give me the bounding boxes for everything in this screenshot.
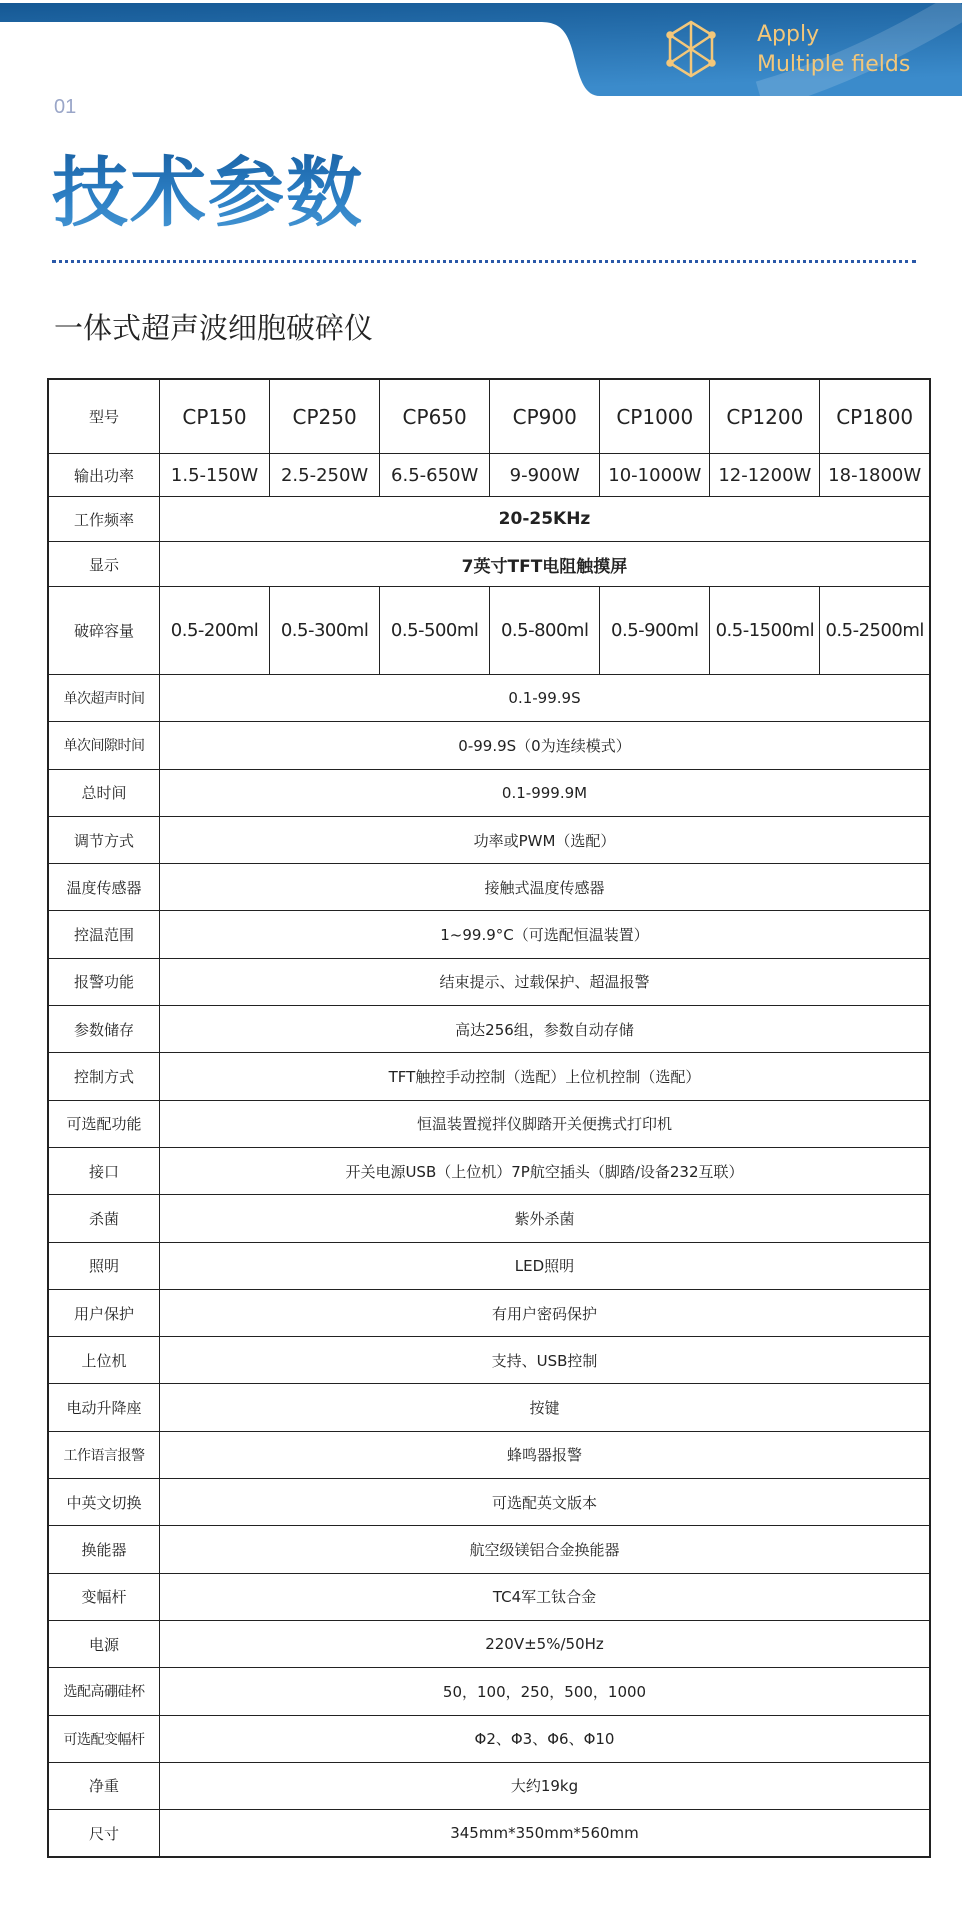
cell-value: CP1200 xyxy=(710,379,820,454)
row-label: 参数储存 xyxy=(48,1006,160,1053)
cell-value: 220V±5%/50Hz xyxy=(160,1620,931,1667)
row-label: 显示 xyxy=(48,542,160,587)
table-row xyxy=(48,1242,930,1289)
row-label: 工作语言报警 xyxy=(48,1431,160,1478)
cell-value: 6.5-650W xyxy=(380,454,490,497)
cell-value: 0.1-99.9S xyxy=(160,675,931,722)
row-label: 调节方式 xyxy=(48,816,160,863)
table-row xyxy=(48,1195,930,1242)
cell-value: CP900 xyxy=(490,379,600,454)
table-row xyxy=(48,1479,930,1526)
cell-value: 0.5-300ml xyxy=(270,587,380,675)
row-label: 净重 xyxy=(48,1762,160,1809)
table-row xyxy=(48,722,930,769)
table-row xyxy=(48,1810,930,1858)
cell-value: TFT触控手动控制（选配）上位机控制（选配） xyxy=(160,1053,931,1100)
table-row xyxy=(48,1668,930,1715)
row-label: 杀菌 xyxy=(48,1195,160,1242)
row-label: 控制方式 xyxy=(48,1053,160,1100)
row-label: 工作频率 xyxy=(48,497,160,542)
cell-value: 7英寸TFT电阻触摸屏 xyxy=(160,542,931,587)
cell-value: 支持、USB控制 xyxy=(160,1337,931,1384)
row-label: 可选配变幅杆 xyxy=(48,1715,160,1762)
row-label: 型号 xyxy=(48,379,160,454)
row-label: 接口 xyxy=(48,1147,160,1194)
cell-value: 345mm*350mm*560mm xyxy=(160,1810,931,1858)
cell-value: 恒温装置搅拌仪脚踏开关便携式打印机 xyxy=(160,1100,931,1147)
table-row xyxy=(48,911,930,958)
cell-value: 高达256组，参数自动存储 xyxy=(160,1006,931,1053)
cell-value: 航空级镁铝合金换能器 xyxy=(160,1526,931,1573)
table-row xyxy=(48,1100,930,1147)
cell-value: 开关电源USB（上位机）7P航空插头（脚踏/设备232互联） xyxy=(160,1147,931,1194)
table-row xyxy=(48,1289,930,1336)
cell-value: 按键 xyxy=(160,1384,931,1431)
table-row xyxy=(48,1715,930,1762)
display-row xyxy=(48,542,930,587)
row-label: 报警功能 xyxy=(48,958,160,1005)
row-label: 总时间 xyxy=(48,769,160,816)
row-label: 单次间隙时间 xyxy=(48,722,160,769)
cell-value: 功率或PWM（选配） xyxy=(160,816,931,863)
table-row xyxy=(48,864,930,911)
cell-value: 1.5-150W xyxy=(160,454,270,497)
row-label: 可选配功能 xyxy=(48,1100,160,1147)
row-label: 电源 xyxy=(48,1620,160,1667)
table-row xyxy=(48,1620,930,1667)
model-header-row xyxy=(48,379,930,454)
cell-value: LED照明 xyxy=(160,1242,931,1289)
row-label: 电动升降座 xyxy=(48,1384,160,1431)
cell-value: 12-1200W xyxy=(710,454,820,497)
cell-value: 0.5-500ml xyxy=(380,587,490,675)
table-row xyxy=(48,1147,930,1194)
cell-value: 20-25KHz xyxy=(160,497,931,542)
table-row xyxy=(48,1053,930,1100)
cell-value: 大约19kg xyxy=(160,1762,931,1809)
cell-value: 0.5-800ml xyxy=(490,587,600,675)
row-label: 尺寸 xyxy=(48,1810,160,1858)
cell-value: 0.5-900ml xyxy=(600,587,710,675)
table-row xyxy=(48,816,930,863)
product-name: 一体式超声波细胞破碎仪 xyxy=(54,311,374,345)
cell-value: 可选配英文版本 xyxy=(160,1479,931,1526)
cell-value: 9-900W xyxy=(490,454,600,497)
cell-value: 1~99.9°C（可选配恒温装置） xyxy=(160,911,931,958)
table-row xyxy=(48,1337,930,1384)
table-row xyxy=(48,1526,930,1573)
frequency-row xyxy=(48,497,930,542)
row-label: 用户保护 xyxy=(48,1289,160,1336)
cell-value: CP650 xyxy=(380,379,490,454)
cell-value: CP250 xyxy=(270,379,380,454)
cell-value: 有用户密码保护 xyxy=(160,1289,931,1336)
table-row xyxy=(48,769,930,816)
cell-value: CP150 xyxy=(160,379,270,454)
table-row xyxy=(48,1384,930,1431)
cell-value: 18-1800W xyxy=(820,454,930,497)
cell-value: Φ2、Φ3、Φ6、Φ10 xyxy=(160,1715,931,1762)
row-label: 单次超声时间 xyxy=(48,675,160,722)
cell-value: 0-99.9S（0为连续模式） xyxy=(160,722,931,769)
row-label: 选配高硼硅杯 xyxy=(48,1668,160,1715)
section-number: 01 xyxy=(54,96,77,118)
table-row xyxy=(48,958,930,1005)
cell-value: CP1800 xyxy=(820,379,930,454)
row-label: 上位机 xyxy=(48,1337,160,1384)
table-row xyxy=(48,1762,930,1809)
cell-value: 0.5-2500ml xyxy=(820,587,930,675)
table-row xyxy=(48,1573,930,1620)
banner-tagline xyxy=(757,20,910,80)
output-power-row xyxy=(48,454,930,497)
banner-line-2: Multiple fields xyxy=(757,52,911,77)
row-label: 控温范围 xyxy=(48,911,160,958)
cell-value: 10-1000W xyxy=(600,454,710,497)
table-row xyxy=(48,1431,930,1478)
cell-value: 紫外杀菌 xyxy=(160,1195,931,1242)
table-row xyxy=(48,675,930,722)
table-row xyxy=(48,1006,930,1053)
cell-value: 0.5-200ml xyxy=(160,587,270,675)
row-label: 中英文切换 xyxy=(48,1479,160,1526)
row-label: 换能器 xyxy=(48,1526,160,1573)
row-label: 温度传感器 xyxy=(48,864,160,911)
cell-value: 0.1-999.9M xyxy=(160,769,931,816)
row-label: 变幅杆 xyxy=(48,1573,160,1620)
cell-value: 50，100，250，500，1000 xyxy=(160,1668,931,1715)
cell-value: 接触式温度传感器 xyxy=(160,864,931,911)
banner-line-1: Apply xyxy=(757,22,820,47)
dotted-divider xyxy=(52,260,916,263)
cell-value: 0.5-1500ml xyxy=(710,587,820,675)
cell-value: 蜂鸣器报警 xyxy=(160,1431,931,1478)
cell-value: 结束提示、过载保护、超温报警 xyxy=(160,958,931,1005)
spec-table xyxy=(47,378,931,1858)
row-label: 照明 xyxy=(48,1242,160,1289)
capacity-row xyxy=(48,587,930,675)
cell-value: 2.5-250W xyxy=(270,454,380,497)
page-title: 技术参数 xyxy=(52,132,364,241)
row-label: 输出功率 xyxy=(48,454,160,497)
row-label: 破碎容量 xyxy=(48,587,160,675)
cell-value: CP1000 xyxy=(600,379,710,454)
cell-value: TC4军工钛合金 xyxy=(160,1573,931,1620)
